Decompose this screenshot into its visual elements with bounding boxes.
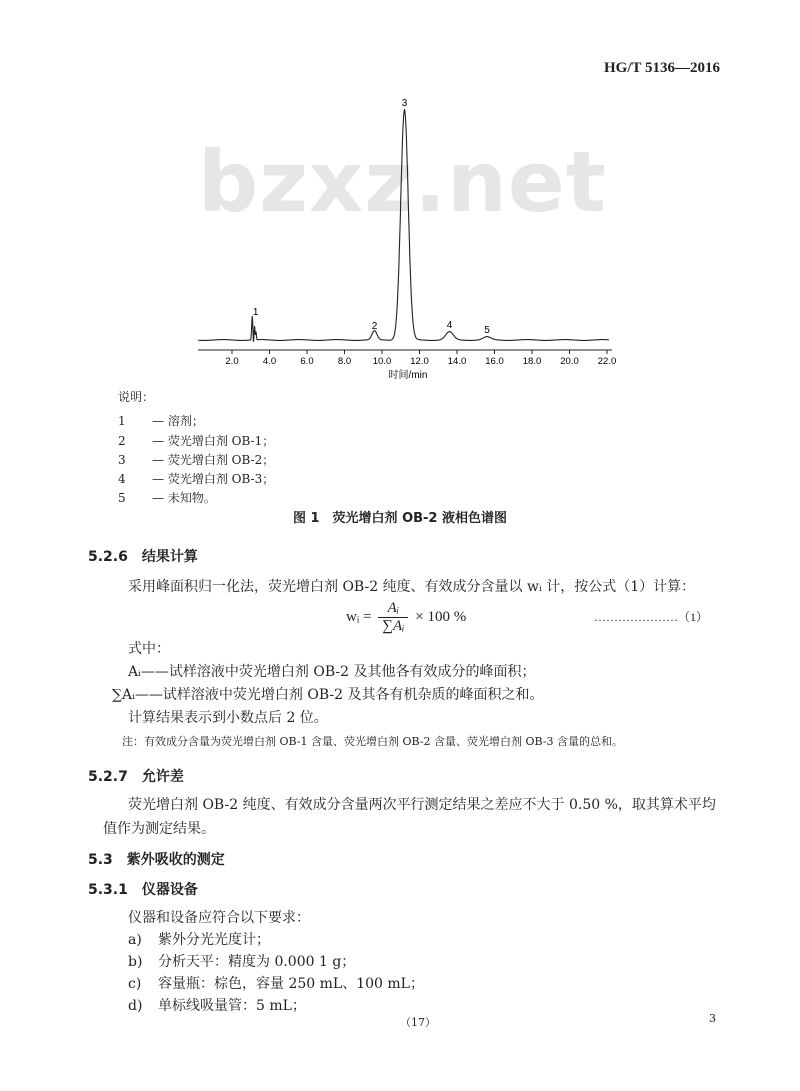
figure-caption: 图 1 荧光增白剂 OB-2 液相色谱图 <box>292 511 508 526</box>
note: 注：有效成分含量为荧光增白剂 OB-1 含量、荧光增白剂 OB-2 含量、荧光增白剂 OB-3 含量的总和。 <box>122 735 624 748</box>
watermark: bzxz.net <box>198 133 607 231</box>
formula-denominator: ∑Aᵢ <box>382 618 405 634</box>
peak-label-2: 2 <box>371 321 378 332</box>
x-tick-label: 20.0 <box>560 356 579 367</box>
formula-numerator: Aᵢ <box>378 600 408 618</box>
paragraph: 值作为测定结果。 <box>103 821 215 837</box>
x-axis-label: 时间/min <box>388 370 428 381</box>
formula-tail: × 100 % <box>415 608 467 625</box>
list-item: d) 单标线吸量管：5 mL； <box>128 998 306 1014</box>
paragraph: 仪器和设备应符合以下要求： <box>128 910 310 926</box>
definition-ai: Aᵢ——试样溶液中荧光增白剂 OB-2 及其他各有效成分的峰面积； <box>128 664 536 680</box>
section-heading-5-2-6: 5.2.6 结果计算 <box>88 549 198 565</box>
x-tick-label: 6.0 <box>300 356 314 367</box>
page-number: 3 <box>709 1012 716 1025</box>
section-heading-5-3-1: 5.3.1 仪器设备 <box>88 882 198 898</box>
legend-item: 5 — 未知物。 <box>118 491 216 505</box>
x-tick-label: 2.0 <box>225 356 239 367</box>
chromatogram-trace <box>198 110 609 341</box>
chromatogram <box>0 0 800 385</box>
paragraph: 计算结果表示到小数点后 2 位。 <box>128 710 328 726</box>
legend-item: 1 — 溶剂； <box>118 414 204 428</box>
legend-item: 2 — 荧光增白剂 OB-1； <box>118 434 275 448</box>
standard-number: HG/T 5136—2016 <box>604 60 720 76</box>
list-item: b) 分析天平：精度为 0.000 1 g； <box>128 954 356 970</box>
paragraph: 采用峰面积归一化法，荧光增白剂 OB-2 纯度、有效成分含量以 wᵢ 计，按公式（1）计算： <box>128 579 696 595</box>
x-tick-label: 22.0 <box>597 356 617 367</box>
formula-1 <box>346 600 466 635</box>
section-heading-5-2-7: 5.2.7 允许差 <box>88 769 184 785</box>
x-tick-label: 16.0 <box>485 356 504 367</box>
x-tick-label: 8.0 <box>337 356 352 367</box>
peak-label-4: 4 <box>446 320 453 331</box>
peak-label-1: 1 <box>252 307 259 318</box>
where-label: 式中： <box>128 641 170 657</box>
x-tick-label: 10.0 <box>372 356 392 367</box>
legend-item: 3 — 荧光增白剂 OB-2； <box>118 453 275 467</box>
peak-label-5: 5 <box>484 325 490 336</box>
paragraph: 荧光增白剂 OB-2 纯度、有效成分含量两次平行测定结果之差应不大于 0.50 %，取其算术平均 <box>128 797 716 813</box>
formula-lhs: wᵢ = <box>346 608 372 625</box>
peak-label-3: 3 <box>401 98 408 109</box>
legend-item: 4 — 荧光增白剂 OB-3； <box>118 472 275 486</box>
formula-number: …………………（1） <box>594 610 709 624</box>
x-tick-label: 12.0 <box>410 356 429 367</box>
formula-fraction <box>378 600 408 635</box>
list-item: a) 紫外分光光度计； <box>128 932 270 948</box>
section-heading-5-3: 5.3 紫外吸收的测定 <box>88 852 225 868</box>
x-tick-label: 18.0 <box>522 356 542 367</box>
legend-heading: 说明： <box>118 390 155 404</box>
x-tick-label: 4.0 <box>262 356 277 367</box>
definition-sum-ai: ∑Aᵢ——试样溶液中荧光增白剂 OB-2 及其各有机杂质的峰面积之和。 <box>112 687 544 703</box>
list-item: c) 容量瓶：棕色，容量 250 mL、100 mL； <box>128 976 424 992</box>
x-tick-label: 14.0 <box>447 356 467 367</box>
footer-center: （17） <box>400 1016 436 1029</box>
